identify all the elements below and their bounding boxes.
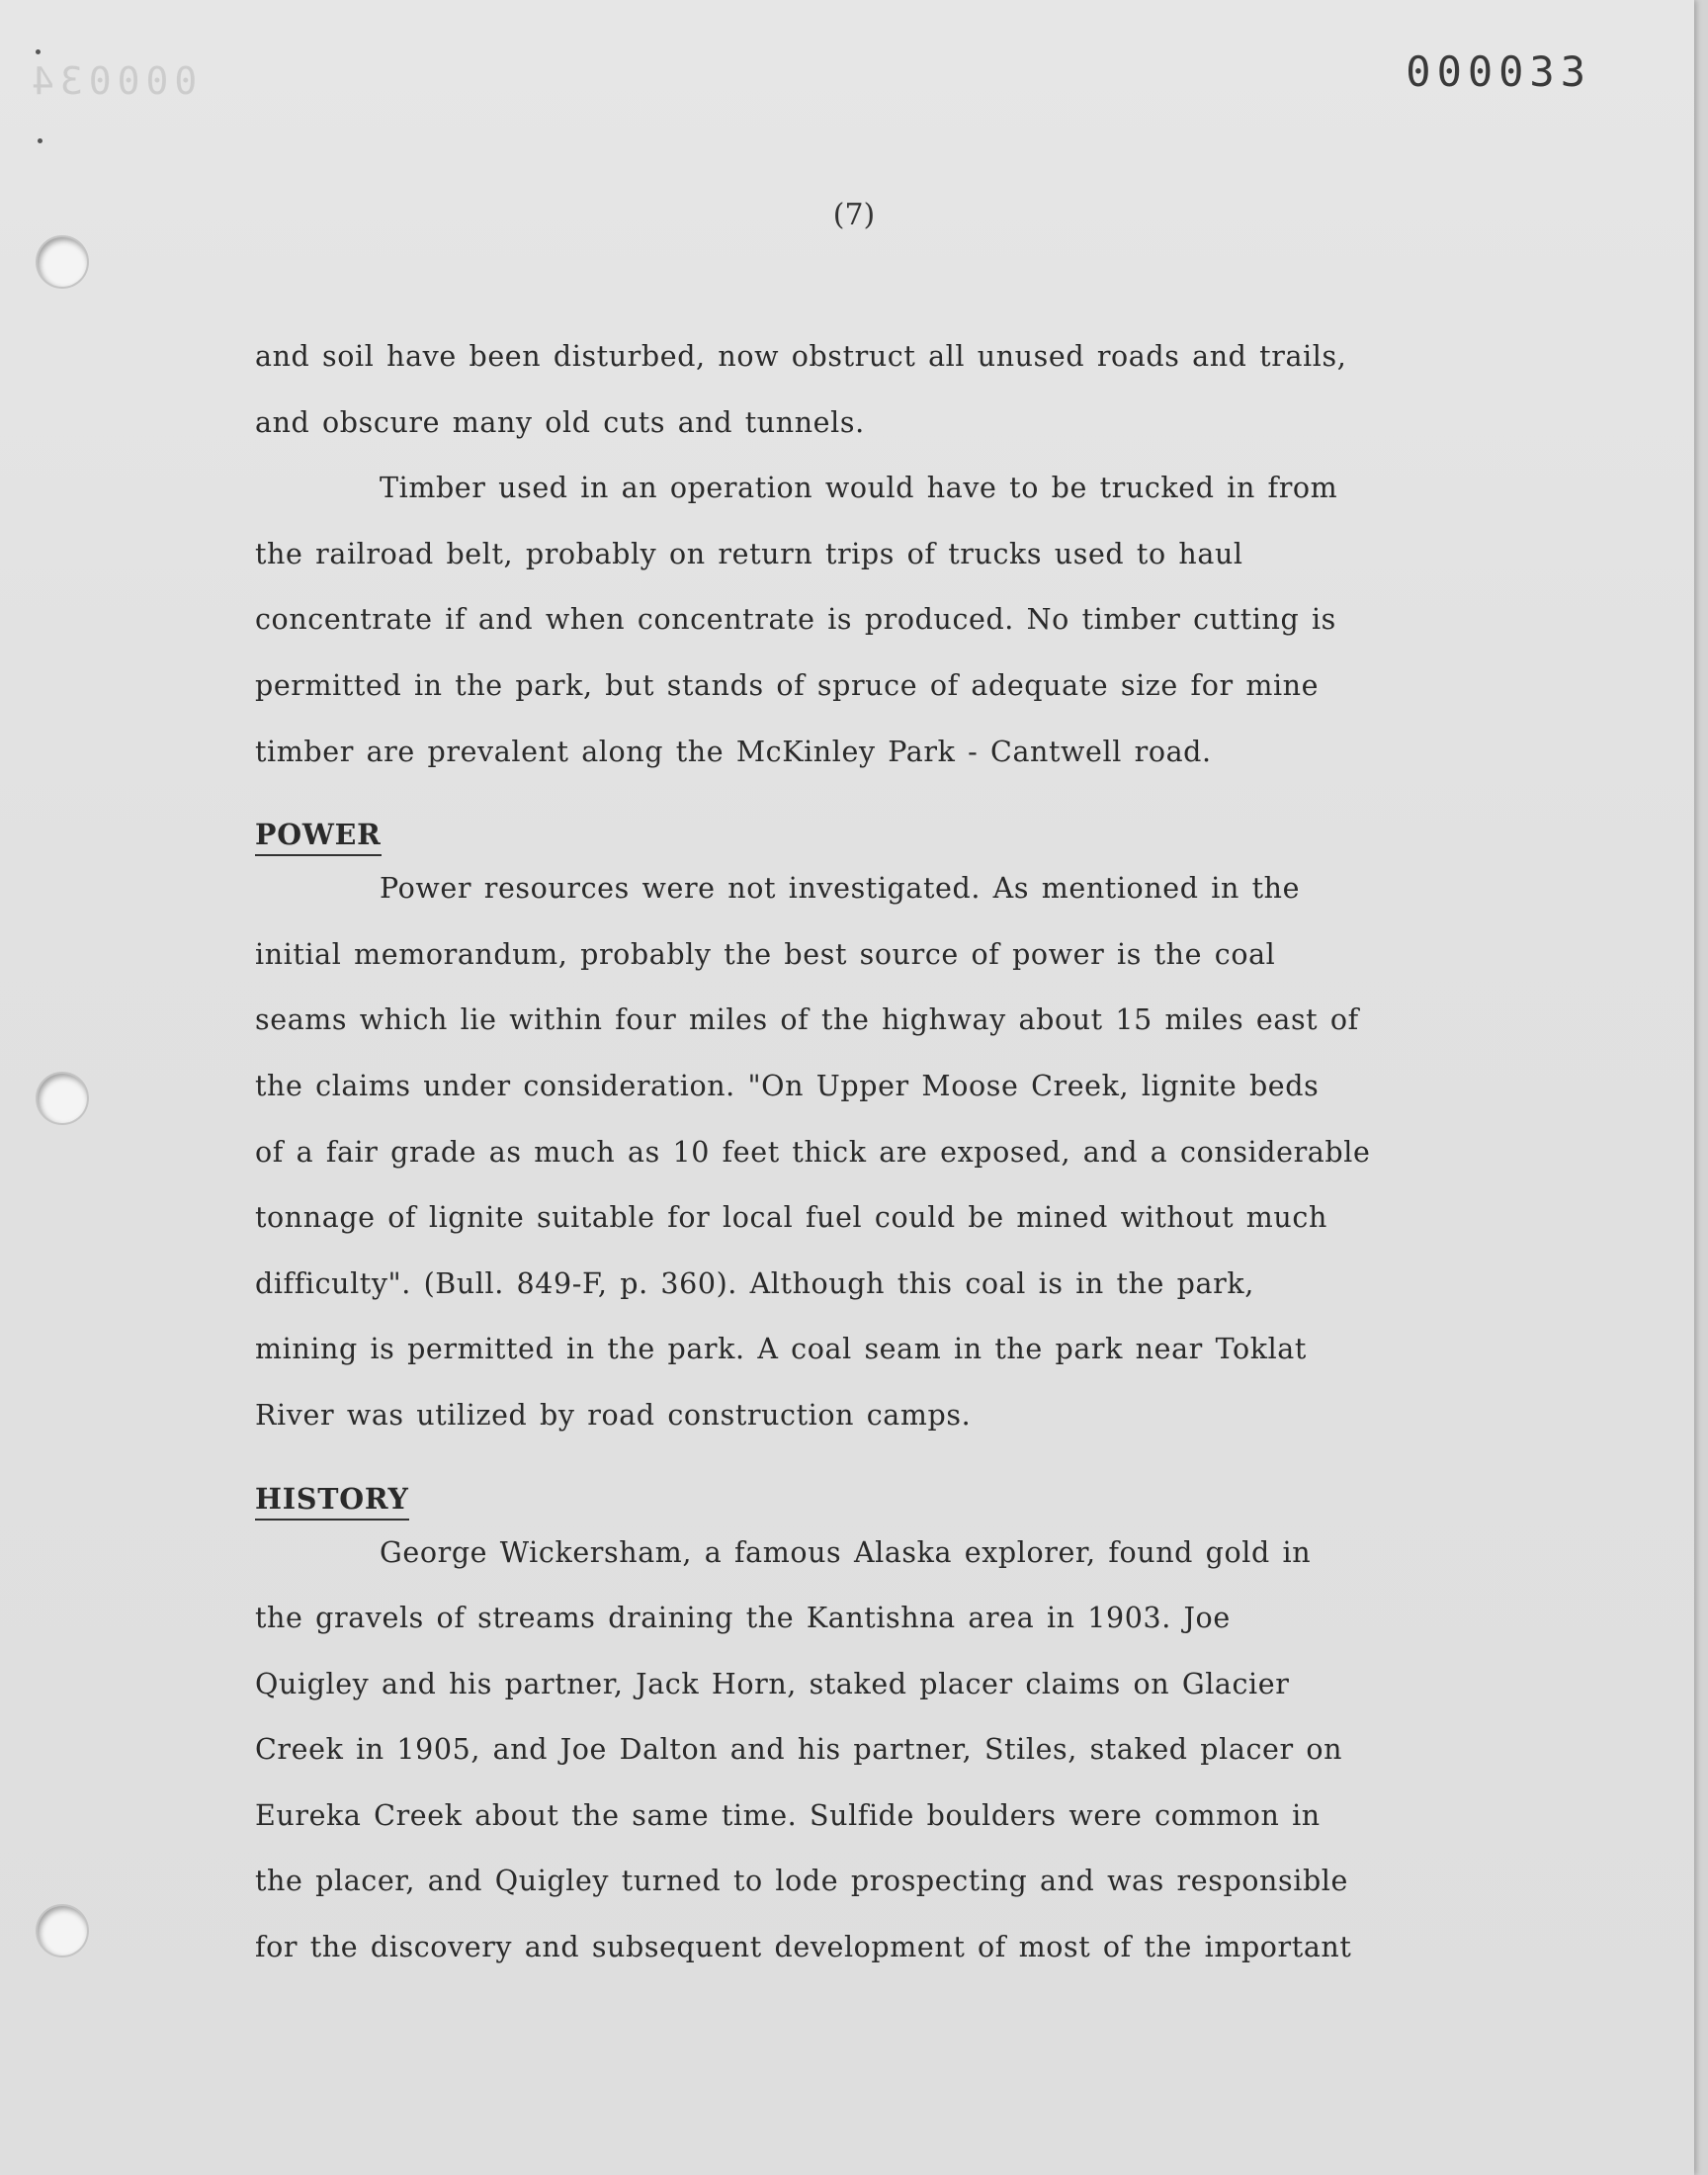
page-number: (7) bbox=[832, 198, 876, 232]
punch-hole-bottom bbox=[38, 1906, 87, 1956]
punch-hole-middle bbox=[38, 1074, 87, 1123]
section-heading-history: HISTORY bbox=[255, 1479, 409, 1521]
text-line: seams which lie within four miles of the highway about 15 miles east of bbox=[255, 1003, 1359, 1037]
document-number: 000033 bbox=[1406, 47, 1591, 96]
section-heading-power: POWER bbox=[255, 815, 382, 856]
text-line: difficulty". (Bull. 849-F, p. 360). Although this coal is in the park, bbox=[255, 1266, 1254, 1300]
text-line: Power resources were not investigated. As mentioned in the bbox=[380, 872, 1301, 906]
history-heading-row bbox=[255, 1449, 1481, 1521]
text-line: and obscure many old cuts and tunnels. bbox=[255, 405, 865, 439]
text-line: Quigley and his partner, Jack Horn, staked placer claims on Glacier bbox=[255, 1667, 1290, 1700]
text-line: of a fair grade as much as 10 feet thick are exposed, and a considerable bbox=[255, 1135, 1371, 1169]
text-line: the placer, and Quigley turned to lode prospecting and was responsible bbox=[255, 1865, 1348, 1898]
text-line: initial memorandum, probably the best source of power is the coal bbox=[255, 937, 1276, 971]
text-line: River was utilized by road construction camps. bbox=[255, 1398, 972, 1432]
punch-hole-top bbox=[38, 237, 87, 287]
text-line: the railroad belt, probably on return trips of trucks used to haul bbox=[255, 537, 1243, 570]
text-line: for the discovery and subsequent development of most of the important bbox=[255, 1931, 1352, 1964]
document-body bbox=[255, 324, 1481, 1981]
text-line: Eureka Creek about the same time. Sulfide boulders were common in bbox=[255, 1798, 1321, 1832]
text-line: Timber used in an operation would have to be trucked in from bbox=[380, 472, 1338, 505]
paragraph-power bbox=[255, 856, 1481, 1448]
text-line: tonnage of lignite suitable for local fuel could be mined without much bbox=[255, 1201, 1327, 1235]
text-line: concentrate if and when concentrate is produced. No timber cutting is bbox=[255, 603, 1336, 637]
text-line: the claims under consideration. "On Upper Moose Creek, lignite beds bbox=[255, 1069, 1320, 1102]
power-heading-row bbox=[255, 785, 1481, 856]
speck-mark bbox=[38, 138, 43, 143]
text-line: and soil have been disturbed, now obstruct all unused roads and trails, bbox=[255, 340, 1347, 373]
paragraph-history bbox=[255, 1521, 1481, 1981]
bleed-through-stamp: 000034 bbox=[26, 59, 198, 103]
text-line: the gravels of streams draining the Kantishna area in 1903. Joe bbox=[255, 1602, 1231, 1635]
text-line: George Wickersham, a famous Alaska explorer, found gold in bbox=[380, 1535, 1312, 1569]
paragraph-1 bbox=[255, 324, 1481, 456]
text-line: permitted in the park, but stands of spruce of adequate size for mine bbox=[255, 668, 1320, 702]
text-line: timber are prevalent along the McKinley Park - Cantwell road. bbox=[255, 735, 1212, 768]
text-line: Creek in 1905, and Joe Dalton and his partner, Stiles, staked placer on bbox=[255, 1733, 1343, 1767]
speck-mark bbox=[36, 49, 41, 54]
text-line: mining is permitted in the park. A coal seam in the park near Toklat bbox=[255, 1333, 1307, 1366]
paragraph-2 bbox=[255, 456, 1481, 785]
